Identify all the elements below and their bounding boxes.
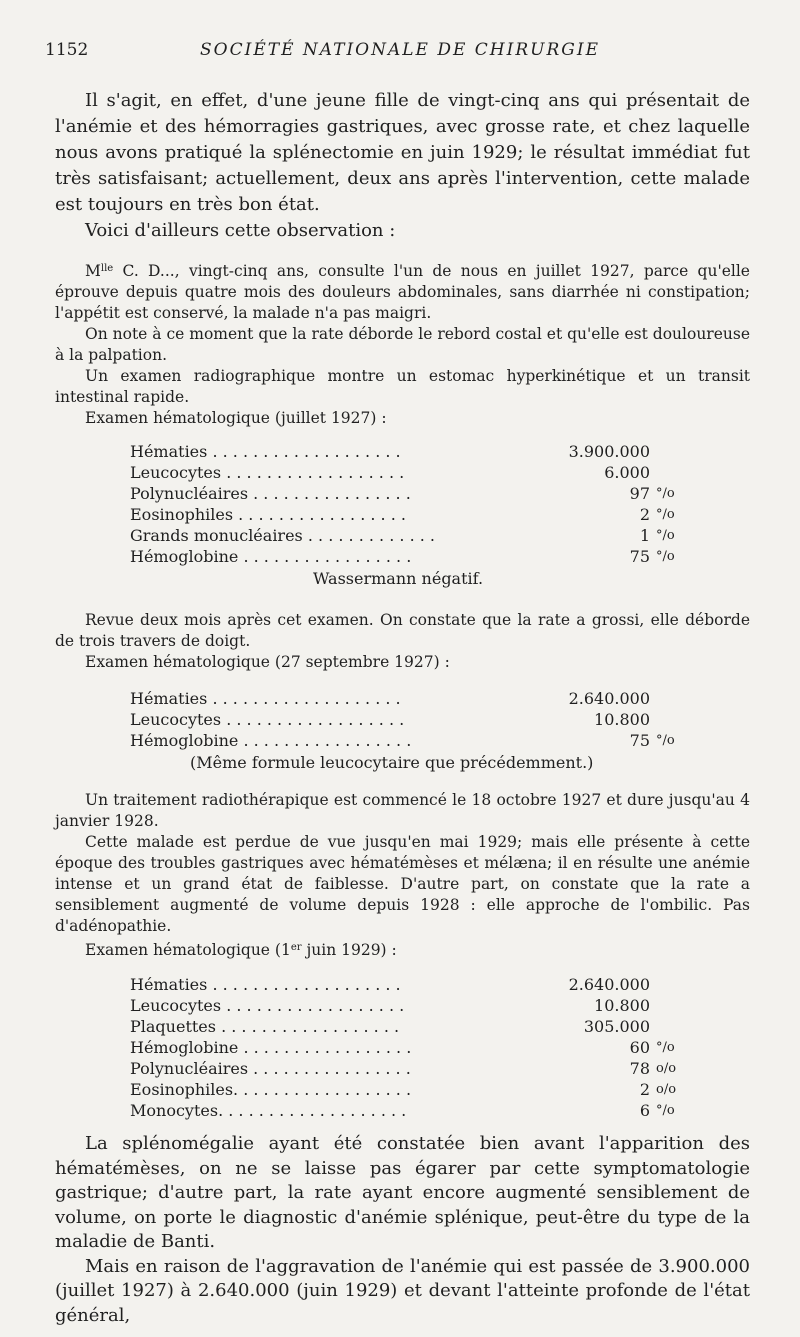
lab-name: Hémoglobine . . . . . . . . . . . . . . . . . <box>130 731 412 750</box>
lab-name: Polynucléaires . . . . . . . . . . . . . . . . <box>130 1059 411 1078</box>
lab-unit: °/o <box>656 528 675 543</box>
observation-section <box>55 258 750 429</box>
lab-name: Hémoglobine . . . . . . . . . . . . . . . . . <box>130 547 412 566</box>
lab-name: Leucocytes . . . . . . . . . . . . . . . . . . <box>130 710 405 729</box>
table-row <box>130 995 706 1016</box>
lab-name: Hématies . . . . . . . . . . . . . . . . . . . <box>130 442 401 461</box>
observation-text-1: C. D..., vingt-cinq ans, consulte l'un de nous en juillet 1927, parce qu'elle éprouve depuis quatre mois des douleurs abdominales, sans diarrhée ni constipation; l'appétit est conservé, la malade n'a pas maigri. <box>55 262 750 322</box>
lab-name: Eosinophiles . . . . . . . . . . . . . . . . . <box>130 505 406 524</box>
lab-value: 2 <box>639 505 650 524</box>
observation-paragraph-2: On note à ce moment que la rate déborde le rebord costal et qu'elle est douloureuse à la palpation. <box>55 325 750 364</box>
lab-value: 10.800 <box>594 996 650 1015</box>
lab-name: Polynucléaires . . . . . . . . . . . . . . . . <box>130 484 411 503</box>
lab-value: 75 <box>629 731 650 750</box>
lab-name: Leucocytes . . . . . . . . . . . . . . . . . . <box>130 996 405 1015</box>
patient-title-sup: lle <box>100 263 114 274</box>
observation-paragraph-1 <box>55 258 750 324</box>
treatment-section <box>55 790 750 961</box>
lab-unit: °/o <box>656 1040 675 1055</box>
exam-1-table <box>130 441 706 567</box>
revue-section <box>55 610 750 673</box>
lab-unit <box>650 995 706 1016</box>
page-number: 1152 <box>45 40 89 60</box>
exam-2-note: (Même formule leucocytaire que précédemment.) <box>190 753 594 772</box>
lab-unit: o/o <box>656 1061 677 1076</box>
table-row <box>130 504 706 525</box>
intro-paragraph-2: Voici d'ailleurs cette observation : <box>85 220 396 241</box>
lab-unit <box>650 462 706 483</box>
lab-name: Leucocytes . . . . . . . . . . . . . . . . . . <box>130 463 405 482</box>
lab-unit <box>650 974 706 995</box>
lab-name: Plaquettes . . . . . . . . . . . . . . . . . . <box>130 1017 400 1036</box>
intro-section <box>55 88 750 244</box>
intro-paragraph: Il s'agit, en effet, d'une jeune fille de vingt-cinq ans qui présentait de l'anémie et des hémorragies gastriques, avec grosse rate, et chez laquelle nous avons pratiqué la splénectomie en juin 1929; le résultat immédiat fut très satisfaisant; actuellement, deux ans après l'intervention, cette malade est toujours en très bon état. <box>55 90 750 215</box>
exam-3-title <box>55 937 750 961</box>
exam-3-title-prefix: Examen hématologique (1 <box>85 941 291 959</box>
lab-value: 6 <box>639 1101 650 1120</box>
table-row <box>130 483 706 504</box>
exam-3-title-suffix: juin 1929) : <box>301 941 397 959</box>
exam-2-table <box>130 688 706 751</box>
table-row <box>130 1100 706 1121</box>
lab-unit <box>650 441 706 462</box>
treatment-paragraph-1: Un traitement radiothérapique est commencé le 18 octobre 1927 et dure jusqu'au 4 janvier 1928. <box>55 791 750 830</box>
lab-name: Hématies . . . . . . . . . . . . . . . . . . . <box>130 689 401 708</box>
lab-value: 97 <box>629 484 650 503</box>
table-row <box>130 1016 706 1037</box>
table-row <box>130 1037 706 1058</box>
revue-paragraph: Revue deux mois après cet examen. On constate que la rate a grossi, elle déborde de trois travers de doigt. <box>55 611 750 650</box>
lab-unit: °/o <box>656 1103 675 1118</box>
lab-unit <box>650 688 706 709</box>
lab-name: Hématies . . . . . . . . . . . . . . . . . . . <box>130 975 401 994</box>
conclusion-paragraph-2: Mais en raison de l'aggravation de l'anémie qui est passée de 3.900.000 (juillet 1927) à 2.640.000 (juin 1929) et devant l'atteinte profonde de l'état général, <box>55 1255 750 1326</box>
lab-unit <box>650 1016 706 1037</box>
table-row <box>130 688 706 709</box>
patient-title: M <box>85 262 101 280</box>
lab-value: 2 <box>639 1080 650 1099</box>
exam-3-title-sup: er <box>290 942 302 953</box>
table-row <box>130 525 706 546</box>
journal-title: SOCIÉTÉ NATIONALE DE CHIRURGIE <box>200 40 600 60</box>
lab-name: Eosinophiles. . . . . . . . . . . . . . . . . . <box>130 1080 412 1099</box>
treatment-paragraph-2: Cette malade est perdue de vue jusqu'en mai 1929; mais elle présente à cette époque des troubles gastriques avec hématémèses et mélæna; il en résulte une anémie intense et un grand état de faiblesse. D'autre part, on constate que la rate a sensiblement augmenté de volume depuis 1928 : elle approche de l'ombilic. Pas d'adénopathie. <box>55 833 750 935</box>
conclusion-paragraph-1: La splénomégalie ayant été constatée bien avant l'apparition des hématémèses, on ne se laisse pas égarer par cette symptomatologie gastrique; d'autre part, la rate ayant encore augmenté sensiblement de volume, on porte le diagnostic d'anémie splénique, peut-être du type de la maladie de Banti. <box>55 1133 750 1252</box>
lab-value: 75 <box>629 547 650 566</box>
lab-value: 3.900.000 <box>568 442 650 461</box>
lab-value: 6.000 <box>604 463 650 482</box>
lab-value: 1 <box>639 526 650 545</box>
lab-value: 78 <box>629 1059 650 1078</box>
table-row <box>130 1058 706 1079</box>
table-row <box>130 441 706 462</box>
lab-value: 305.000 <box>583 1017 650 1036</box>
exam-1-title: Examen hématologique (juillet 1927) : <box>85 409 387 427</box>
exam-3-table <box>130 974 706 1121</box>
page-header <box>45 40 755 66</box>
lab-value: 60 <box>629 1038 650 1057</box>
exam-1-note: Wassermann négatif. <box>313 569 484 588</box>
lab-unit: °/o <box>656 507 675 522</box>
table-row <box>130 709 706 730</box>
table-row <box>130 974 706 995</box>
observation-paragraph-3: Un examen radiographique montre un estomac hyperkinétique et un transit intestinal rapide. <box>55 367 750 406</box>
table-row <box>130 730 706 751</box>
table-row <box>130 462 706 483</box>
table-row <box>130 1079 706 1100</box>
lab-unit: °/o <box>656 549 675 564</box>
lab-name: Grands monucléaires . . . . . . . . . . . . . <box>130 526 435 545</box>
lab-unit: °/o <box>656 486 675 501</box>
lab-unit <box>650 709 706 730</box>
lab-name: Monocytes. . . . . . . . . . . . . . . . . . . <box>130 1101 407 1120</box>
lab-value: 2.640.000 <box>568 689 650 708</box>
lab-value: 2.640.000 <box>568 975 650 994</box>
lab-value: 10.800 <box>594 710 650 729</box>
lab-unit: o/o <box>656 1082 677 1097</box>
table-row <box>130 546 706 567</box>
conclusion-section <box>55 1132 750 1328</box>
lab-name: Hémoglobine . . . . . . . . . . . . . . . . . <box>130 1038 412 1057</box>
exam-2-title: Examen hématologique (27 septembre 1927) : <box>85 653 450 671</box>
lab-unit: °/o <box>656 733 675 748</box>
